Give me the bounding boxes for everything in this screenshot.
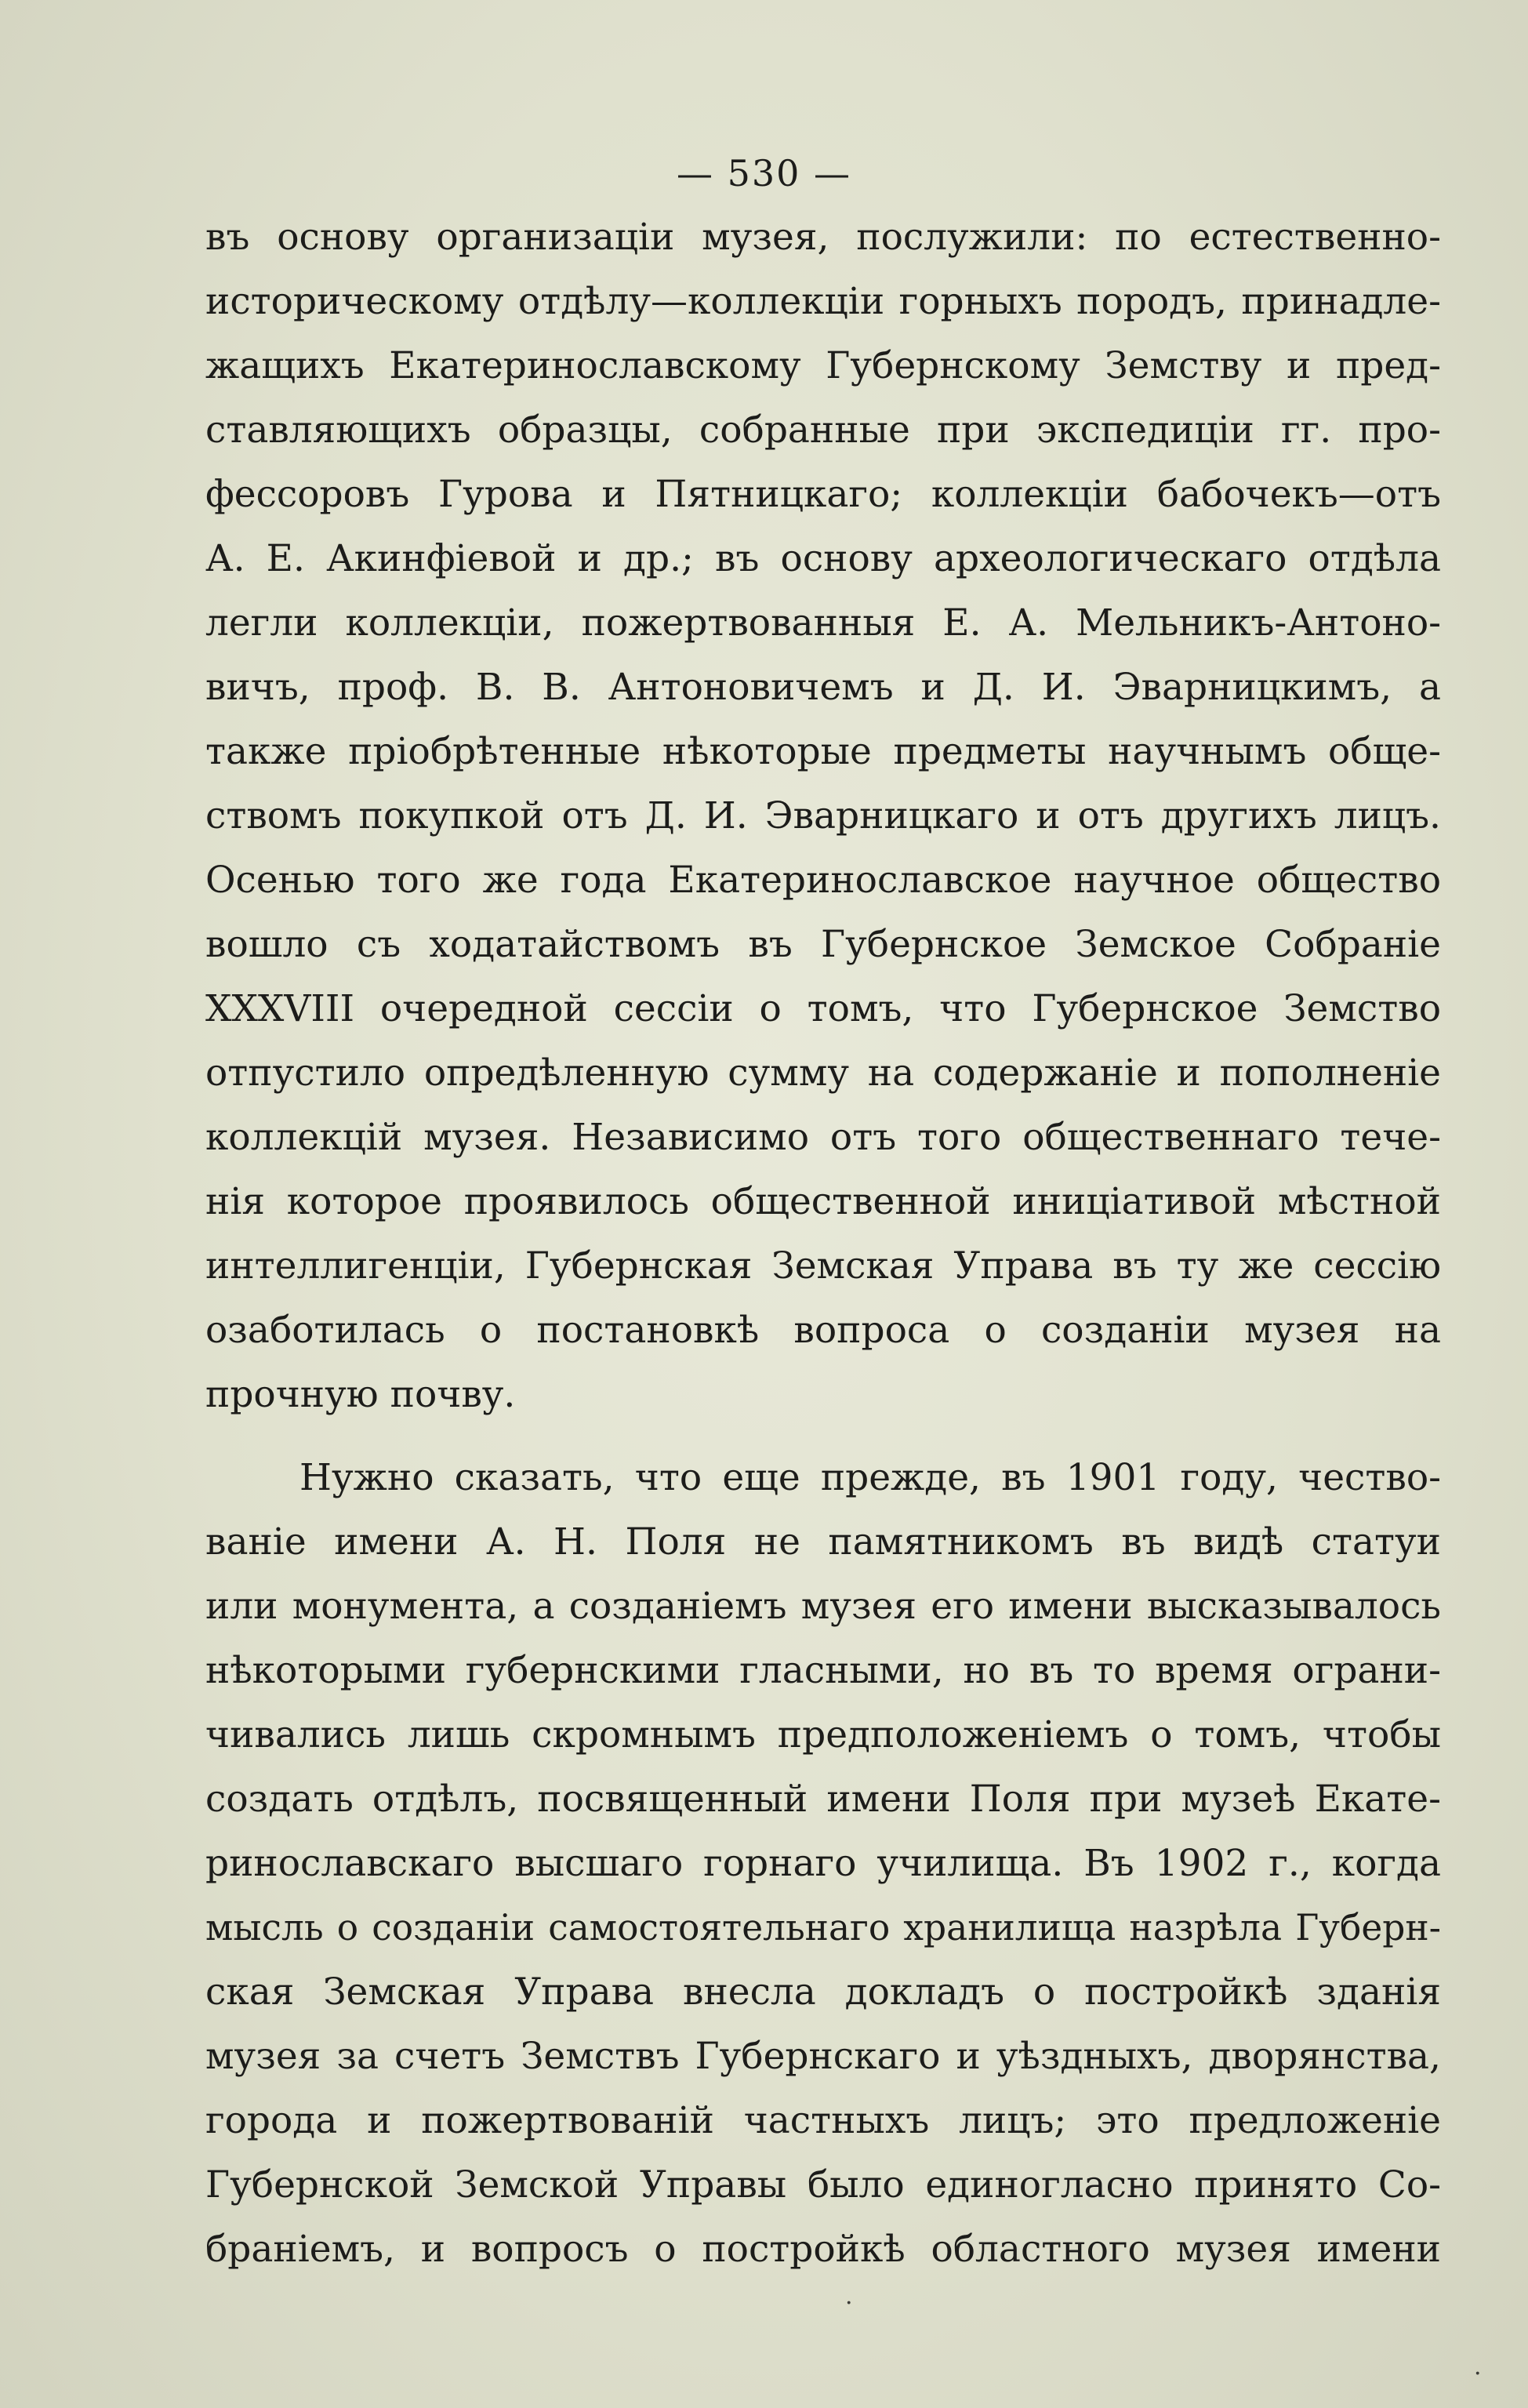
- text-line: чивались лишь скромнымъ предположеніемъ о томъ, чтобы: [205, 1713, 1441, 1756]
- text-line: города и пожертвованій частныхъ лицъ; это предложеніе: [205, 2099, 1441, 2142]
- text-line: ваніе имени А. Н. Поля не памятникомъ въ видѣ статуи: [205, 1520, 1441, 1564]
- paper-speck: ·: [1474, 2360, 1482, 2388]
- paper-speck: ·: [845, 2290, 853, 2317]
- text-line: мысль о созданіи самостоятельнаго хранилища назрѣла Губерн-: [205, 1907, 1441, 1949]
- text-line: вошло съ ходатайствомъ въ Губернское Земское Собраніе: [205, 923, 1441, 966]
- text-line: историческому отдѣлу—коллекціи горныхъ породъ, принадле-: [205, 280, 1441, 323]
- text-line: ствомъ покупкой отъ Д. И. Эварницкаго и отъ другихъ лицъ.: [205, 794, 1441, 837]
- text-line: нѣкоторыми губернскими гласными, но въ то время ограни-: [205, 1649, 1441, 1692]
- text-line: XXXVIII очередной сессіи о томъ, что Губернское Земство: [205, 987, 1441, 1030]
- text-line: прочную почву.: [205, 1373, 516, 1416]
- page-number: — 530 —: [676, 152, 852, 194]
- text-line: Осенью того же года Екатеринославское научное общество: [205, 859, 1441, 902]
- text-line: ринославскаго высшаго горнаго училища. Въ 1902 г., когда: [205, 1842, 1441, 1885]
- paragraph-2: [205, 1446, 1441, 2282]
- text-line: браніемъ, и вопросъ о постройкѣ областного музея имени: [205, 2228, 1441, 2271]
- text-line: А. Е. Акинфіевой и др.; въ основу археологическаго отдѣла: [205, 537, 1441, 580]
- text-line: ская Земская Управа внесла докладъ о постройкѣ зданія: [205, 1970, 1441, 2014]
- text-line: Губернской Земской Управы было единогласно принято Со-: [205, 2163, 1441, 2206]
- text-line: Нужно сказать, что еще прежде, въ 1901 году, чество-: [299, 1456, 1441, 1499]
- text-line: фессоровъ Гурова и Пятницкаго; коллекціи бабочекъ—отъ: [205, 473, 1441, 516]
- text-line: отпустило опредѣленную сумму на содержаніе и пополненіе: [205, 1051, 1441, 1095]
- text-line: или монумента, а созданіемъ музея его имени высказывалось: [205, 1585, 1441, 1628]
- text-line: коллекцій музея. Независимо отъ того общественнаго тече-: [205, 1116, 1441, 1159]
- text-line: вичъ, проф. В. В. Антоновичемъ и Д. И. Эварницкимъ, а: [205, 666, 1441, 709]
- text-line: жащихъ Екатеринославскому Губернскому Земству и пред-: [205, 344, 1441, 387]
- paragraph-gap: [205, 1427, 1441, 1446]
- text-line: интеллигенціи, Губернская Земская Управа въ ту же сессію: [205, 1244, 1441, 1288]
- text-line: ставляющихъ образцы, собранные при экспедиціи гг. про-: [205, 409, 1441, 452]
- text-line: создать отдѣлъ, посвященный имени Поля при музеѣ Екате-: [205, 1778, 1441, 1821]
- text-line: легли коллекціи, пожертвованныя Е. А. Мельникъ-Антоно-: [205, 601, 1441, 645]
- text-line: нія которое проявилось общественной иниціативой мѣстной: [205, 1180, 1441, 1223]
- text-line: также пріобрѣтенные нѣкоторые предметы научнымъ обще-: [205, 730, 1441, 773]
- paragraph-1: [205, 205, 1441, 1427]
- text-line: въ основу организаціи музея, послужили: по естественно-: [205, 216, 1441, 259]
- text-line: озаботилась о постановкѣ вопроса о созданіи музея на: [205, 1309, 1441, 1352]
- text-line: музея за счетъ Земствъ Губернскаго и уѣздныхъ, дворянства,: [205, 2035, 1441, 2078]
- body-text: [205, 205, 1441, 2282]
